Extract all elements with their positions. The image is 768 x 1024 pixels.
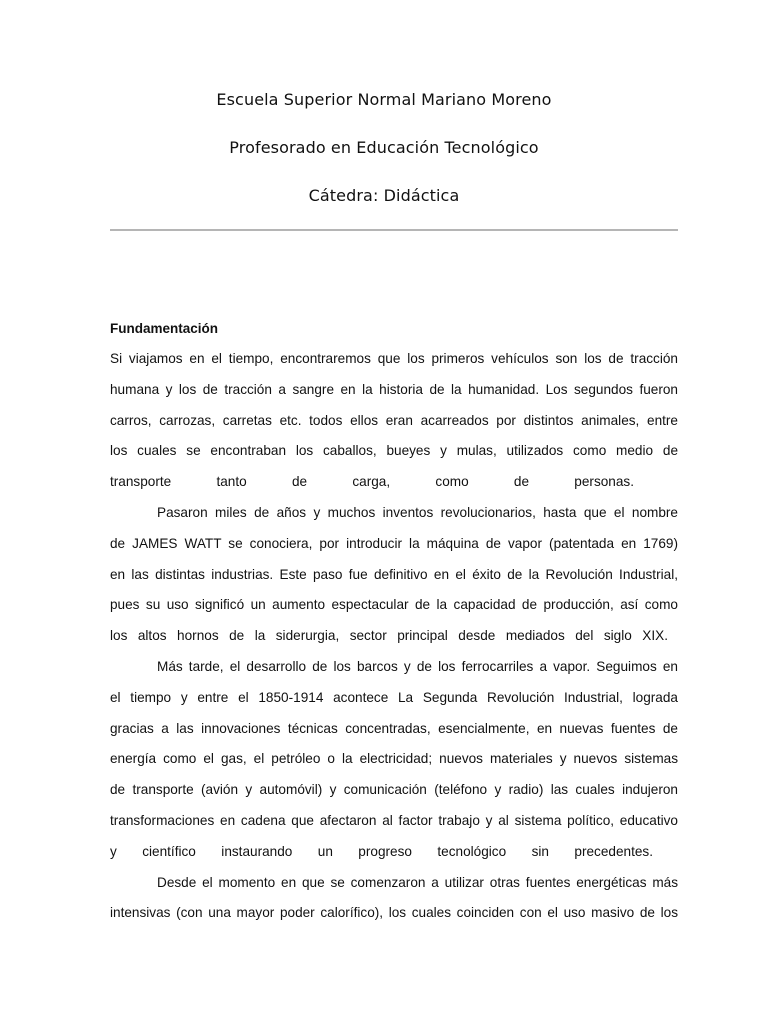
body-line: transporte tanto de carga, como de personas. [110,474,634,490]
body-line: gracias a las innovaciones técnicas concentradas, esencialmente, en nuevas fuentes de [110,720,678,736]
body-line: pues su uso significó un aumento espectacular de la capacidad de producción, así como [110,597,678,613]
body-line: carros, carrozas, carretas etc. todos ellos eran acarreados por distintos animales, entre [110,412,678,428]
body-line: energía como el gas, el petróleo o la electricidad; nuevos materiales y nuevos sistemas [110,751,678,767]
body-line: Más tarde, el desarrollo de los barcos y de los ferrocarriles a vapor. Seguimos en [157,658,678,674]
school-name: Escuela Superior Normal Mariano Moreno [216,90,552,109]
body-line: intensivas (con una mayor poder calorífico), los cuales coinciden con el uso masivo de los [110,905,678,921]
body-line: en las distintas industrias. Este paso fue definitivo en el éxito de la Revolución Industrial, [110,566,678,582]
body-line: los cuales se encontraban los caballos, bueyes y mulas, utilizados como medio de [110,443,678,459]
body-line: Si viajamos en el tiempo, encontraremos que los primeros vehículos son los de tracción [110,351,678,366]
body-line: los altos hornos de la siderurgia, sector principal desde mediados del siglo XIX. [110,628,668,644]
body-line: humana y los de tracción a sangre en la historia de la humanidad. Los segundos fueron [110,381,678,397]
header-divider [110,229,678,231]
body-line: de JAMES WATT se conociera, por introducir la máquina de vapor (patentada en 1769) [110,535,678,551]
section-title: Fundamentación [110,321,219,336]
body-line: el tiempo y entre el 1850-1914 acontece La Segunda Revolución Industrial, lograda [110,689,678,705]
body-line: y científico instaurando un progreso tecnológico sin precedentes. [110,843,653,859]
body-line: Desde el momento en que se comenzaron a utilizar otras fuentes energéticas más [157,874,678,890]
program-name: Profesorado en Educación Tecnológico [229,138,539,157]
body-text [110,344,678,929]
body-line: Pasaron miles de años y muchos inventos revolucionarios, hasta que el nombre [157,504,678,520]
body-line: de transporte (avión y automóvil) y comunicación (teléfono y radio) las cuales indujeron [110,782,678,798]
chair-name: Cátedra: Didáctica [308,186,460,205]
body-line: transformaciones en cadena que afectaron al factor trabajo y al sistema político, educativo [110,812,678,828]
